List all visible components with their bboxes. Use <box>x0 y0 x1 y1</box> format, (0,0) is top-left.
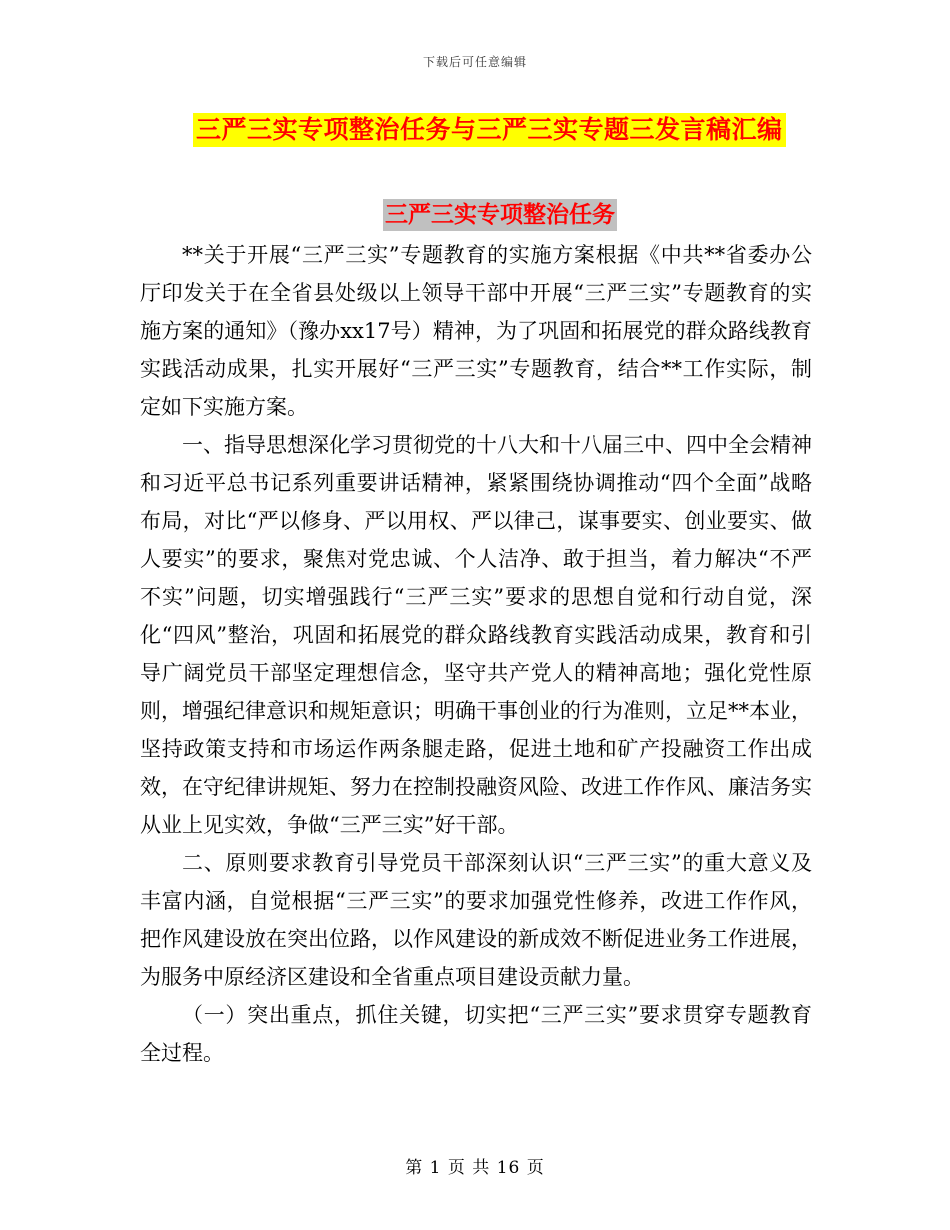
page-number: 第 1 页 共 16 页 <box>405 1158 545 1178</box>
page-header: 下载后可任意编辑 <box>422 55 527 69</box>
paragraph-intro: **关于开展“三严三实”专题教育的实施方案根据《中共**省委办公厅印发关于在全省县处级以上领导干部中开展“三严三实”专题教育的实施方案的通知》（豫办xx17号）精神，为了巩固和拓展党的群众路线教育实践活动成果，扎实开展好“三严三实”专题教育，结合**工作实际，制定如下实施方案。 <box>140 243 812 419</box>
paragraph-principles: 二、原则要求教育引导党员干部深刻认识“三严三实”的重大意义及丰富内涵，自觉根据“三严三实”的要求加强党性修养，改进工作作风，把作风建设放在突出位路，以作风建设的新成效不断促进业务工作进展，为服务中原经济区建设和全省重点项目建设贡献力量。 <box>140 851 812 989</box>
paragraph-guiding-ideology: 一、指导思想深化学习贯彻党的十八大和十八届三中、四中全会精神和习近平总书记系列重要讲话精神，紧紧围绕协调推动“四个全面”战略布局，对比“严以修身、严以用权、严以律己，谋事要实、创业要实、做人要实”的要求，聚焦对党忠诚、个人洁净、敢于担当，着力解决“不严不实”问题，切实增强践行“三严三实”要求的思想自觉和行动自觉，深化“四风”整治，巩固和拓展党的群众路线教育实践活动成果，教育和引导广阔党员干部坚定理想信念，坚守共产党人的精神高地；强化党性原则，增强纪律意识和规矩意识；明确干事创业的行为准则，立足**本业，坚持政策支持和市场运作两条腿走路，促进土地和矿产投融资工作出成效，在守纪律讲规矩、努力在控制投融资风险、改进工作作风、廉洁务实从业上见实效，争做“三严三实”好干部。 <box>140 433 812 837</box>
section-title: 三严三实专项整治任务 <box>383 199 617 231</box>
document-body <box>140 236 812 1072</box>
paragraph-subsection-1: （一）突出重点，抓住关键，切实把“三严三实”要求贯穿专题教育全过程。 <box>140 1003 812 1065</box>
document-title: 三严三实专项整治任务与三严三实专题三发言稿汇编 <box>193 113 786 147</box>
